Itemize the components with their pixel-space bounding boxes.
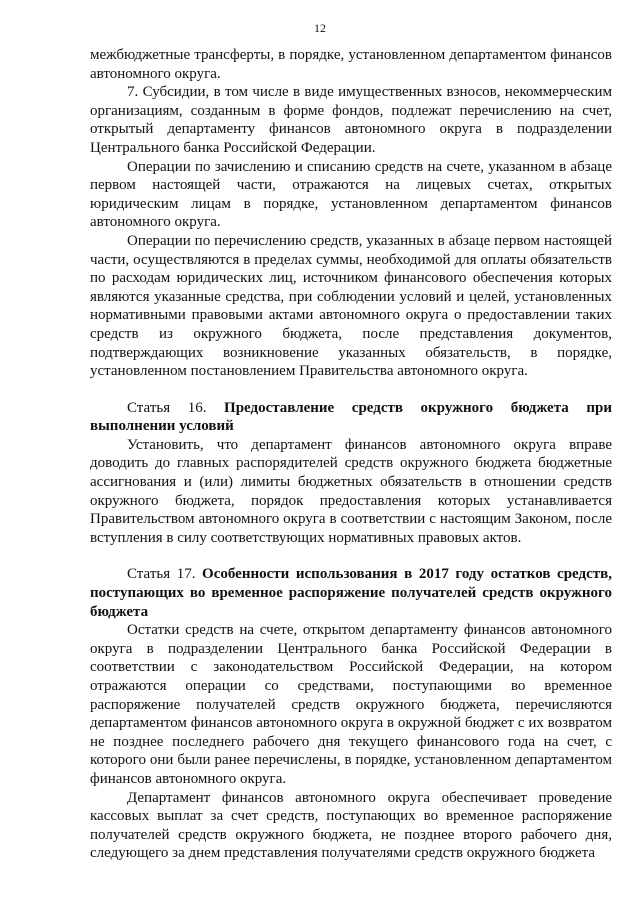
paragraph: Операции по зачислению и списанию средств на счете, указанном в абзаце первом настоящей части, отражаются на лицевых счетах, открытых юридическим лицам в порядке, установленном департаментом финансов автономного округа. [90,158,612,231]
article-17-title: Особенности использования в 2017 году остатков средств, поступающих во временное распоряжение получателей средств окружного бюджета [90,566,612,620]
paragraph: Установить, что департамент финансов автономного округа вправе доводить до главных распорядителей средств окружного бюджета бюджетные ассигнования и (или) лимиты бюджетных обязательств в отношении средств окружного бюджета, порядок предоставления которых устанавливается Правительством автономного округа в соответствии с настоящим Законом, после вступления в силу соответствующих нормативных правовых актов. [90,436,612,546]
article-17-number: Статья 17. [127,566,203,583]
article-16-heading [90,399,612,436]
paragraph: Операции по перечислению средств, указанных в абзаце первом настоящей части, осуществляются в пределах суммы, необходимой для оплаты обязательств по расходам юридических лиц, источником финансового обеспечения которых являются указанные средства, при соблюдении условий и целей, установленных нормативными правовыми актами автономного округа о предоставлении таких средств из окружного бюджета, после представления документов, подтверждающих возникновение указанных обязательств, в порядке, установленном постановлением Правительства автономного округа. [90,232,612,380]
article-16-number: Статья 16. [127,399,225,416]
paragraph: 7. Субсидии, в том числе в виде имущественных взносов, некоммерческим организациям, созданным в форме фондов, подлежат перечислению на счет, открытый департаменту финансов автономного округа в подразделении Центрального банка Российской Федерации. [90,84,612,156]
spacer [90,381,612,399]
document-body [90,46,612,863]
paragraph: Департамент финансов автономного округа обеспечивает проведение кассовых выплат за счет средств, поступающих во временное распоряжение получателей средств окружного бюджета, не позднее второго рабочего дня, следующего за днем представления получателями средств окружного бюджета [90,789,612,862]
spacer [90,547,612,565]
page-number: 12 [314,21,326,35]
article-17-heading [90,565,612,621]
paragraph: Остатки средств на счете, открытом департаменту финансов автономного округа в подразделении Центрального банка Российской Федерации в соответствии с законодательством Российской Федерации, на котором отражаются операции со средствами, поступающими во временное распоряжение получателей средств окружного бюджета, перечисляются департаментом финансов автономного округа в окружной бюджет с их возвратом не позднее последнего рабочего дня текущего финансового года на счет, с которого они были ранее перечислены, в порядке, установленном департаментом финансов автономного округа. [90,622,612,787]
article-16-title: Предоставление средств окружного бюджета при выполнении условий [90,399,612,435]
paragraph: межбюджетные трансферты, в порядке, установленном департаментом финансов автономного округа. [90,47,612,82]
